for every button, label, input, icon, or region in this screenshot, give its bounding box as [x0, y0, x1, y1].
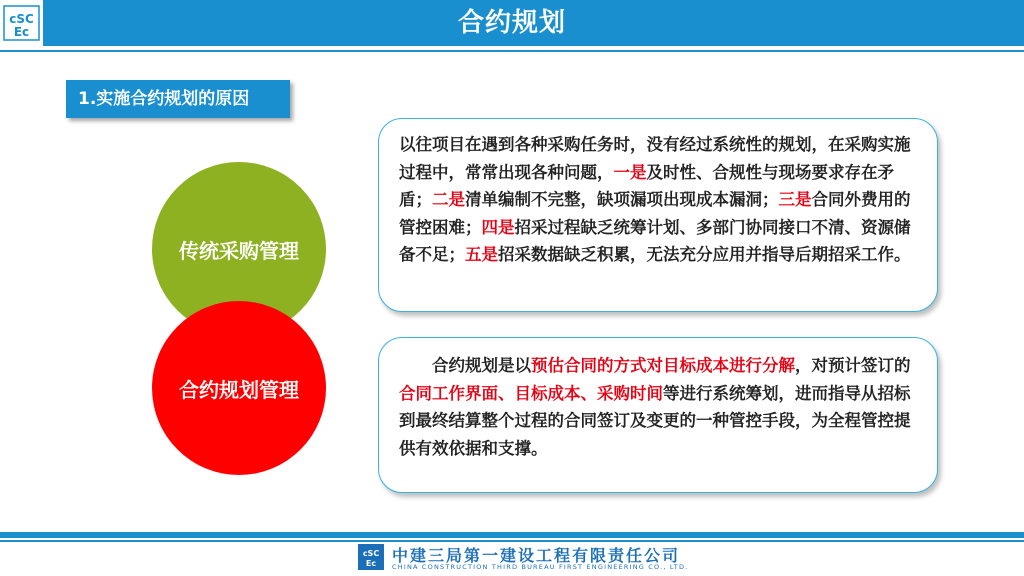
- text-segment: 招采数据缺乏积累，无法充分应用并指导后期招采工作。: [498, 245, 911, 264]
- svg-text:Ec: Ec: [365, 559, 377, 568]
- traditional-procurement-paragraph: [399, 131, 923, 269]
- header-divider: [0, 50, 1024, 52]
- highlight-third: 三是: [778, 190, 812, 209]
- highlight-second: 二是: [432, 190, 465, 209]
- text-segment: 招采过程缺乏统筹计划、多部门协同接口不清、资源储备不足；: [399, 217, 911, 264]
- section-label: 1.实施合约规划的原因: [66, 80, 290, 118]
- contract-planning-circle: [152, 301, 326, 475]
- text-segment: ，对预计签订的: [795, 356, 911, 375]
- company-name-en: CHINA CONSTRUCTION THIRD BUREAU FIRST ENGINEERING CO., LTD.: [392, 563, 689, 571]
- highlight-first: 一是: [613, 162, 647, 182]
- text-segment: 以往项目在遇到各种采购任务时，没有经过系统性的规划，在采购实施过程中，常常出现各种问题，: [399, 135, 911, 182]
- footer-divider-thin: [0, 540, 1024, 542]
- contract-planning-label: 合约规划管理: [179, 377, 299, 402]
- footer-divider-thick: [0, 532, 1024, 538]
- highlight-scope: 合同工作界面、目标成本、采购时间: [399, 383, 663, 403]
- contract-planning-paragraph: [399, 352, 923, 462]
- highlight-fourth: 四是: [481, 217, 515, 237]
- svg-text:Ec: Ec: [13, 25, 30, 39]
- company-logo-icon: [358, 544, 384, 570]
- text-segment: 合约规划是以: [432, 356, 531, 375]
- svg-text:cSC: cSC: [362, 549, 380, 558]
- traditional-procurement-label: 传统采购管理: [179, 238, 299, 263]
- svg-text:cSC: cSC: [9, 12, 34, 26]
- text-segment: 及时性、合规性与现场要求存在矛盾；: [399, 162, 894, 209]
- text-segment: 清单编制不完整，缺项漏项出现成本漏洞；: [465, 190, 779, 209]
- traditional-procurement-textbox: [378, 118, 938, 312]
- text-segment: 等进行系统筹划，进而指导从招标到最终结算整个过程的合同签订及变更的一种管控手段，为全程管控提供有效依据和支撑。: [399, 383, 911, 458]
- text-segment: 合同外费用的管控困难；: [399, 190, 911, 237]
- highlight-method: 预估合同的方式对目标成本进行分解: [531, 356, 795, 375]
- highlight-fifth: 五是: [465, 245, 498, 264]
- page-title: 合约规划: [457, 8, 566, 38]
- contract-planning-textbox: [378, 337, 938, 493]
- company-name-cn: 中建三局第一建设工程有限责任公司: [392, 546, 681, 565]
